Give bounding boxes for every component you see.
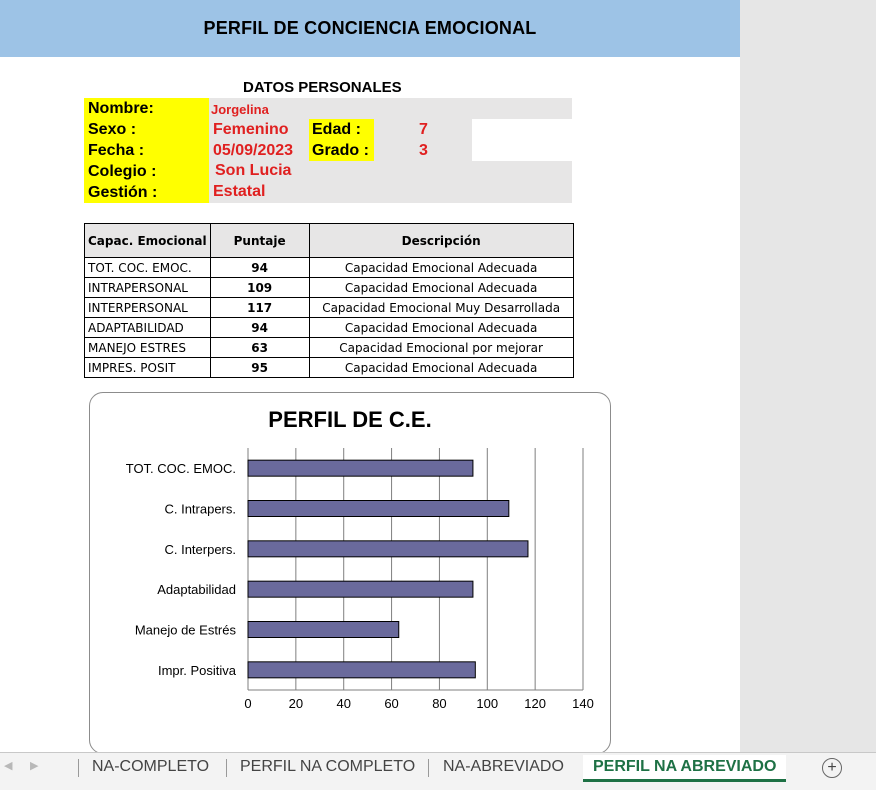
table-cell[interactable]: Capacidad Emocional por mejorar — [309, 338, 573, 358]
nombre-label: Nombre: — [88, 100, 154, 117]
table-cell[interactable]: 117 — [210, 298, 309, 318]
colegio-value[interactable]: Son Lucia — [215, 162, 292, 179]
table-cell[interactable]: TOT. COC. EMOC. — [85, 258, 211, 278]
page-title: PERFIL DE CONCIENCIA EMOCIONAL — [203, 18, 537, 38]
col-header[interactable]: Puntaje — [210, 224, 309, 258]
table-row — [85, 338, 574, 358]
tab-separator — [226, 759, 227, 777]
table-row — [85, 318, 574, 338]
bar — [248, 662, 475, 678]
x-tick-label: 40 — [336, 696, 351, 711]
y-category-label: C. Intrapers. — [164, 501, 236, 517]
gestion-value[interactable]: Estatal — [213, 183, 266, 200]
table-cell[interactable]: Capacidad Emocional Adecuada — [309, 318, 573, 338]
table-cell[interactable]: Capacidad Emocional Muy Desarrollada — [309, 298, 573, 318]
x-tick-label: 100 — [476, 696, 499, 711]
sexo-value[interactable]: Femenino — [213, 121, 289, 138]
table-row — [85, 358, 574, 378]
gestion-label: Gestión : — [88, 184, 158, 201]
x-tick-label: 120 — [524, 696, 546, 711]
table-cell[interactable]: 109 — [210, 278, 309, 298]
scroll-left-icon[interactable]: ◀ — [4, 760, 13, 772]
edad-value[interactable]: 7 — [419, 121, 428, 138]
tab-na-completo[interactable]: NA-COMPLETO — [92, 758, 210, 775]
table-row — [85, 298, 574, 318]
x-tick-label: 140 — [572, 696, 594, 711]
table-cell[interactable]: 95 — [210, 358, 309, 378]
bar — [248, 460, 473, 476]
table-cell[interactable]: Capacidad Emocional Adecuada — [309, 278, 573, 298]
table-cell[interactable]: IMPRES. POSIT — [85, 358, 211, 378]
bar — [248, 501, 509, 517]
chart-plot — [90, 393, 610, 753]
y-category-label: Manejo de Estrés — [134, 622, 236, 638]
bar — [248, 622, 399, 638]
personal-data-title: DATOS PERSONALES — [243, 79, 402, 96]
table-cell[interactable]: Capacidad Emocional Adecuada — [309, 258, 573, 278]
table-row — [85, 258, 574, 278]
col-header[interactable]: Descripción — [309, 224, 573, 258]
table-cell[interactable]: INTERPERSONAL — [85, 298, 211, 318]
tab-separator — [428, 759, 429, 777]
edad-label: Edad : — [312, 121, 361, 138]
table-cell[interactable]: MANEJO ESTRES — [85, 338, 211, 358]
colegio-label: Colegio : — [88, 163, 157, 180]
x-tick-label: 20 — [288, 696, 304, 711]
grado-label: Grado : — [312, 142, 369, 159]
scroll-right-icon[interactable]: ▶ — [30, 760, 39, 772]
table-cell[interactable]: 94 — [210, 318, 309, 338]
fecha-label: Fecha : — [88, 142, 145, 159]
results-table — [84, 223, 574, 378]
col-header[interactable]: Capac. Emocional — [85, 224, 211, 258]
plus-circle-icon[interactable]: + — [822, 758, 842, 778]
table-cell[interactable]: ADAPTABILIDAD — [85, 318, 211, 338]
table-header-row — [85, 224, 574, 258]
tab-perfil-na-completo[interactable]: PERFIL NA COMPLETO — [240, 758, 416, 775]
nombre-value[interactable]: Jorgelina — [211, 102, 269, 117]
chart-title: PERFIL DE C.E. — [268, 407, 432, 432]
tab-na-abreviado[interactable]: NA-ABREVIADO — [443, 758, 564, 775]
title-banner — [0, 0, 740, 57]
sexo-label: Sexo : — [88, 121, 137, 138]
profile-chart[interactable] — [89, 392, 611, 754]
x-tick-label: 0 — [244, 696, 252, 711]
tab-separator — [78, 759, 79, 777]
sheet-tabs-bar — [0, 752, 876, 790]
y-category-label: Impr. Positiva — [157, 662, 236, 678]
table-cell[interactable]: Capacidad Emocional Adecuada — [309, 358, 573, 378]
grado-value[interactable]: 3 — [419, 142, 428, 159]
table-cell[interactable]: INTRAPERSONAL — [85, 278, 211, 298]
y-category-label: Adaptabilidad — [157, 582, 236, 598]
bar — [248, 541, 528, 557]
bar — [248, 581, 473, 597]
tab-perfil-na-abreviado[interactable]: PERFIL NA ABREVIADO — [583, 755, 786, 782]
table-row — [85, 278, 574, 298]
table-cell[interactable]: 63 — [210, 338, 309, 358]
fecha-value[interactable]: 05/09/2023 — [213, 142, 294, 159]
y-category-label: TOT. COC. EMOC. — [125, 461, 236, 477]
x-tick-label: 60 — [384, 696, 399, 711]
table-cell[interactable]: 94 — [210, 258, 309, 278]
x-tick-label: 80 — [432, 696, 447, 711]
y-category-label: C. Interpers. — [164, 541, 236, 557]
